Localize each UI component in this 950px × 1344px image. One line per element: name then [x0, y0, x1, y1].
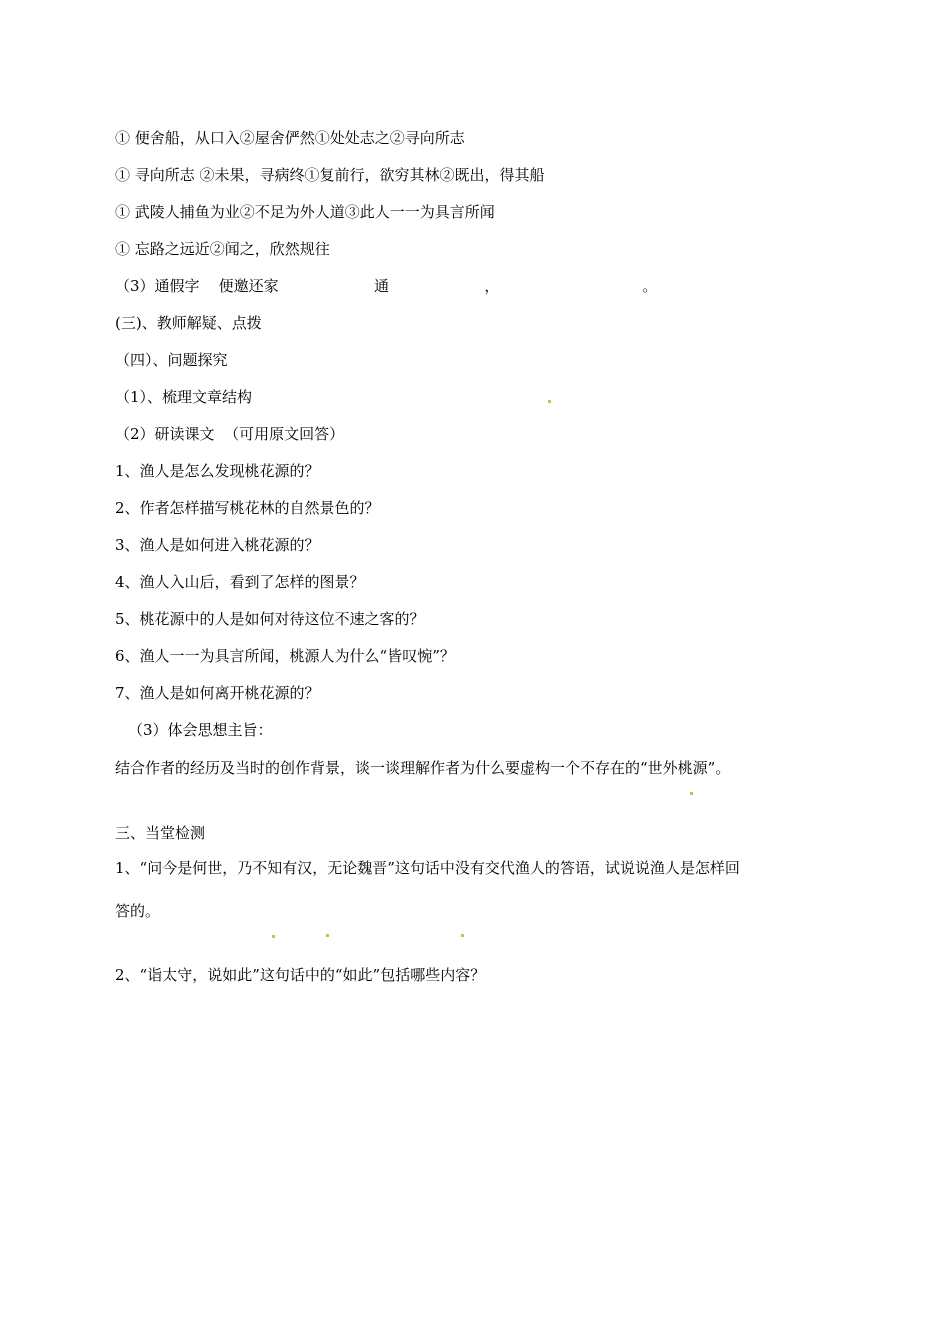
scan-speck — [548, 400, 551, 403]
text-line-5: （3）通假字 便邀还家 通 ， 。 — [115, 277, 658, 295]
subsection-heading-3: （3）体会思想主旨： — [128, 721, 273, 739]
text-line-4: ① 忘路之远近②闻之，欣然规往 — [115, 240, 330, 258]
section-heading-4: （四）、问题探究 — [115, 351, 228, 369]
text-line-2: ① 寻向所志 ②未果，寻病终①复前行，欲穷其林②既出，得其船 — [115, 166, 545, 184]
section-heading-3: (三)、教师解疑、点拨 — [115, 314, 262, 332]
text-line-3: ① 武陵人捕鱼为业②不足为外人道③此人一一为具言所闻 — [115, 203, 495, 221]
subsection-heading-1: （1）、梳理文章结构 — [115, 388, 253, 406]
test-question-1-cont: 答的。 — [115, 902, 161, 920]
test-question-1: 1、“问今是何世，乃不知有汉，无论魏晋”这句话中没有交代渔人的答语，试说说渔人是怎样回 — [115, 859, 740, 877]
scan-speck — [272, 935, 275, 938]
question-6: 6、渔人一一为具言所闻，桃源人为什么“皆叹惋”？ — [115, 647, 455, 665]
subsection-heading-2: （2）研读课文 （可用原文回答） — [115, 425, 345, 443]
question-1: 1、渔人是怎么发现桃花源的？ — [115, 462, 320, 480]
question-7: 7、渔人是如何离开桃花源的？ — [115, 684, 320, 702]
scan-speck — [326, 934, 329, 937]
scan-speck — [690, 792, 693, 795]
question-4: 4、渔人入山后，看到了怎样的图景？ — [115, 573, 365, 591]
theme-prompt: 结合作者的经历及当时的创作背景，谈一谈理解作者为什么要虚构一个不存在的“世外桃源”。 — [115, 759, 731, 777]
section-heading-test: 三、当堂检测 — [115, 824, 206, 842]
text-line-1: ① 便舍船，从口入②屋舍俨然①处处志之②寻向所志 — [115, 129, 465, 147]
scan-speck — [461, 934, 464, 937]
question-3: 3、渔人是如何进入桃花源的？ — [115, 536, 320, 554]
test-question-2: 2、“诣太守，说如此”这句话中的“如此”包括哪些内容？ — [115, 966, 486, 984]
question-2: 2、作者怎样描写桃花林的自然景色的？ — [115, 499, 380, 517]
question-5: 5、桃花源中的人是如何对待这位不速之客的？ — [115, 610, 425, 628]
